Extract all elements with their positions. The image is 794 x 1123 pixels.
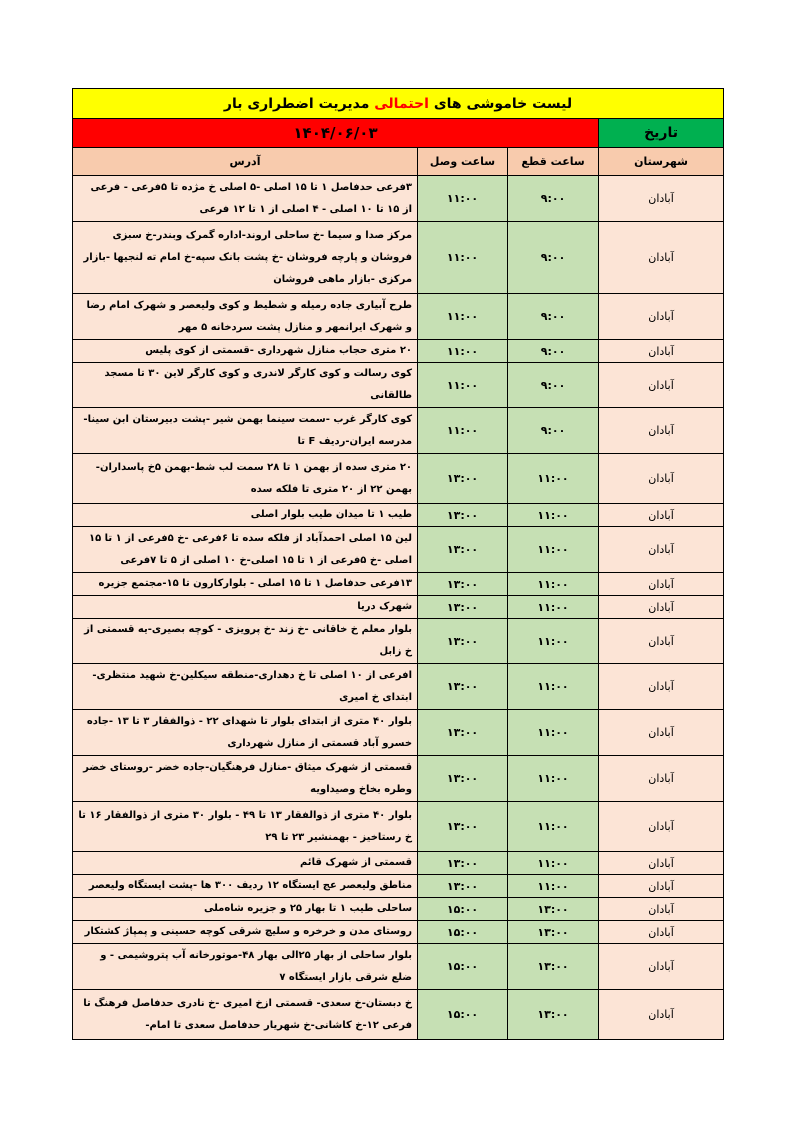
table-row — [73, 573, 724, 596]
table-row — [73, 176, 724, 222]
cut-time-cell: ۱۱:۰۰ — [508, 596, 599, 619]
connect-time-cell: ۱۳:۰۰ — [418, 596, 508, 619]
city-cell: آبادان — [599, 573, 724, 596]
cut-time-cell: ۹:۰۰ — [508, 222, 599, 294]
cut-time-cell: ۱۳:۰۰ — [508, 898, 599, 921]
title-prefix: لیست خاموشی های — [433, 95, 573, 112]
city-cell: آبادان — [599, 454, 724, 504]
city-cell: آبادان — [599, 898, 724, 921]
table-row — [73, 596, 724, 619]
address-cell: قسمتی از شهرک قائم — [73, 852, 418, 875]
address-cell: مناطق ولیعصر عج ایستگاه ۱۲ ردیف ۳۰۰ ها -پشت ایستگاه ولیعصر — [73, 875, 418, 898]
address-cell: ۱۳فرعی حدفاصل ۱ تا ۱۵ اصلی - بلوارکارون تا ۱۵-مجتمع جزیره — [73, 573, 418, 596]
connect-time-cell: ۱۵:۰۰ — [418, 921, 508, 944]
connect-time-cell: ۱۳:۰۰ — [418, 573, 508, 596]
header-connect-time: ساعت وصل — [418, 148, 508, 176]
date-row — [73, 119, 724, 148]
connect-time-cell: ۱۳:۰۰ — [418, 802, 508, 852]
address-cell: لین ۱۵ اصلی احمدآباد از فلکه سده تا ۶فرعی -خ ۵فرعی از ۱ تا ۱۵ اصلی -خ ۵فرعی از ۱ تا ۱۵ اصلی-خ ۱۰ اصلی از ۵ تا ۷فرعی — [73, 527, 418, 573]
table-row — [73, 504, 724, 527]
table-row — [73, 710, 724, 756]
city-cell: آبادان — [599, 176, 724, 222]
connect-time-cell: ۱۵:۰۰ — [418, 990, 508, 1040]
city-cell: آبادان — [599, 664, 724, 710]
address-cell: ۳فرعی حدفاصل ۱ تا ۱۵ اصلی -۵ اصلی خ مژده تا ۵فرعی - فرعی از ۱۵ تا ۱۰ اصلی - ۴ اصلی از ۱ تا ۱۲ فرعی — [73, 176, 418, 222]
connect-time-cell: ۱۱:۰۰ — [418, 408, 508, 454]
connect-time-cell: ۱۳:۰۰ — [418, 875, 508, 898]
city-cell: آبادان — [599, 944, 724, 990]
table-row — [73, 944, 724, 990]
cut-time-cell: ۹:۰۰ — [508, 363, 599, 408]
connect-time-cell: ۱۱:۰۰ — [418, 222, 508, 294]
city-cell: آبادان — [599, 710, 724, 756]
header-row — [73, 148, 724, 176]
address-cell: بلوار ۴۰ متری از ابتدای بلوار تا شهدای ۲۲ - ذوالفقار ۳ تا ۱۳ -جاده خسرو آباد قسمتی از منازل شهرداری — [73, 710, 418, 756]
table-row — [73, 619, 724, 664]
city-cell: آبادان — [599, 756, 724, 802]
city-cell: آبادان — [599, 294, 724, 340]
table-row — [73, 363, 724, 408]
date-value: ۱۴۰۴/۰۶/۰۳ — [73, 119, 599, 148]
table-row — [73, 875, 724, 898]
cut-time-cell: ۹:۰۰ — [508, 340, 599, 363]
cut-time-cell: ۱۱:۰۰ — [508, 852, 599, 875]
city-cell: آبادان — [599, 802, 724, 852]
city-cell: آبادان — [599, 921, 724, 944]
connect-time-cell: ۱۳:۰۰ — [418, 527, 508, 573]
cut-time-cell: ۱۱:۰۰ — [508, 710, 599, 756]
connect-time-cell: ۱۳:۰۰ — [418, 664, 508, 710]
address-cell: ساحلی طیب ۱ تا بهار ۲۵ و جزیره شاه‌ملی — [73, 898, 418, 921]
table-row — [73, 756, 724, 802]
header-cut-time: ساعت قطع — [508, 148, 599, 176]
table-row — [73, 408, 724, 454]
header-city: شهرستان — [599, 148, 724, 176]
cut-time-cell: ۹:۰۰ — [508, 176, 599, 222]
connect-time-cell: ۱۱:۰۰ — [418, 340, 508, 363]
cut-time-cell: ۱۱:۰۰ — [508, 875, 599, 898]
cut-time-cell: ۱۳:۰۰ — [508, 990, 599, 1040]
table-row — [73, 990, 724, 1040]
city-cell: آبادان — [599, 852, 724, 875]
address-cell: کوی کارگر غرب -سمت سینما بهمن شیر -پشت دبیرستان ابن سینا-مدرسه ایران-ردیف F تا — [73, 408, 418, 454]
cut-time-cell: ۱۱:۰۰ — [508, 527, 599, 573]
cut-time-cell: ۱۱:۰۰ — [508, 664, 599, 710]
connect-time-cell: ۱۱:۰۰ — [418, 363, 508, 408]
address-cell: طیب ۱ تا میدان طیب بلوار اصلی — [73, 504, 418, 527]
address-cell: کوی رسالت و کوی کارگر لاندری و کوی کارگر لاین ۳۰ تا مسجد طالقانی — [73, 363, 418, 408]
address-cell: قسمتی از شهرک میثاق -منازل فرهنگیان-جاده خضر -روستای خضر وطره بخاخ وصیداویه — [73, 756, 418, 802]
cut-time-cell: ۱۱:۰۰ — [508, 756, 599, 802]
table-row — [73, 527, 724, 573]
table-row — [73, 898, 724, 921]
connect-time-cell: ۱۳:۰۰ — [418, 756, 508, 802]
cut-time-cell: ۱۱:۰۰ — [508, 802, 599, 852]
table-row — [73, 454, 724, 504]
connect-time-cell: ۱۳:۰۰ — [418, 454, 508, 504]
cut-time-cell: ۱۱:۰۰ — [508, 619, 599, 664]
cut-time-cell: ۱۱:۰۰ — [508, 573, 599, 596]
address-cell: بلوار ۴۰ متری از ذوالفقار ۱۳ تا ۴۹ - بلوار ۳۰ متری از ذوالفقار ۱۶ تا خ رستاخیز - بهمنشیر ۲۳ تا ۲۹ — [73, 802, 418, 852]
city-cell: آبادان — [599, 527, 724, 573]
table-row — [73, 664, 724, 710]
cut-time-cell: ۱۳:۰۰ — [508, 921, 599, 944]
title-suffix: مدیریت اضطراری بار — [223, 95, 370, 112]
page-title — [73, 89, 724, 119]
connect-time-cell: ۱۳:۰۰ — [418, 852, 508, 875]
address-cell: بلوار معلم خ خاقانی -خ زند -خ پرویزی - کوچه بصیری-یه قسمتی از خ زابل — [73, 619, 418, 664]
address-cell: افرعی از ۱۰ اصلی تا خ دهداری-منطقه سیکلین-خ شهید منتظری-ابتدای خ امیری — [73, 664, 418, 710]
table-body — [73, 176, 724, 1040]
address-cell: مرکز صدا و سیما -خ ساحلی اروند-اداره گمرک وبندر-خ سبزی فروشان و پارچه فروشان -خ پشت بانک سپه-خ امام ته لنجیها -بازار مرکزی -بازار ماهی فروشان — [73, 222, 418, 294]
city-cell: آبادان — [599, 363, 724, 408]
address-cell: بلوار ساحلی از بهار ۲۵الی بهار ۴۸-موتورخانه آب پتروشیمی - و ضلع شرقی بازار ایستگاه ۷ — [73, 944, 418, 990]
table-row — [73, 852, 724, 875]
table-row — [73, 802, 724, 852]
connect-time-cell: ۱۳:۰۰ — [418, 504, 508, 527]
address-cell: ۲۰ متری حجاب منازل شهرداری -قسمتی از کوی پلیس — [73, 340, 418, 363]
address-cell: طرح آبیاری جاده رمیله و شطیط و کوی ولیعصر و شهرک امام رضا و شهرک ایرانمهر و منازل پشت سردخانه ۵ مهر — [73, 294, 418, 340]
cut-time-cell: ۹:۰۰ — [508, 408, 599, 454]
city-cell: آبادان — [599, 340, 724, 363]
city-cell: آبادان — [599, 619, 724, 664]
cut-time-cell: ۱۱:۰۰ — [508, 504, 599, 527]
cut-time-cell: ۹:۰۰ — [508, 294, 599, 340]
city-cell: آبادان — [599, 990, 724, 1040]
city-cell: آبادان — [599, 596, 724, 619]
table-row — [73, 294, 724, 340]
table-row — [73, 340, 724, 363]
cut-time-cell: ۱۱:۰۰ — [508, 454, 599, 504]
city-cell: آبادان — [599, 408, 724, 454]
address-cell: شهرک دریا — [73, 596, 418, 619]
connect-time-cell: ۱۱:۰۰ — [418, 176, 508, 222]
connect-time-cell: ۱۱:۰۰ — [418, 294, 508, 340]
title-accent: احتمالی — [374, 95, 429, 112]
address-cell: ۲۰ متری سده از بهمن ۱ تا ۲۸ سمت لب شط-بهمن ۵خ پاسداران-بهمن ۲۲ از ۲۰ متری تا فلکه سده — [73, 454, 418, 504]
blackout-table — [72, 88, 724, 1040]
header-address: آدرس — [73, 148, 418, 176]
title-row — [73, 89, 724, 119]
city-cell: آبادان — [599, 875, 724, 898]
connect-time-cell: ۱۳:۰۰ — [418, 710, 508, 756]
address-cell: خ دبستان-خ سعدی- قسمتی ازخ امیری -خ نادری حدفاصل فرهنگ تا فرعی ۱۲-خ کاشانی-خ شهریار حدفاصل سعدی تا امام- — [73, 990, 418, 1040]
city-cell: آبادان — [599, 222, 724, 294]
address-cell: روستای مدن و خرخره و سلیچ شرقی کوچه حسینی و پمپاژ کشتکار — [73, 921, 418, 944]
date-label: تاریخ — [599, 119, 724, 148]
connect-time-cell: ۱۵:۰۰ — [418, 944, 508, 990]
cut-time-cell: ۱۳:۰۰ — [508, 944, 599, 990]
connect-time-cell: ۱۳:۰۰ — [418, 619, 508, 664]
table-row — [73, 222, 724, 294]
connect-time-cell: ۱۵:۰۰ — [418, 898, 508, 921]
city-cell: آبادان — [599, 504, 724, 527]
table-row — [73, 921, 724, 944]
